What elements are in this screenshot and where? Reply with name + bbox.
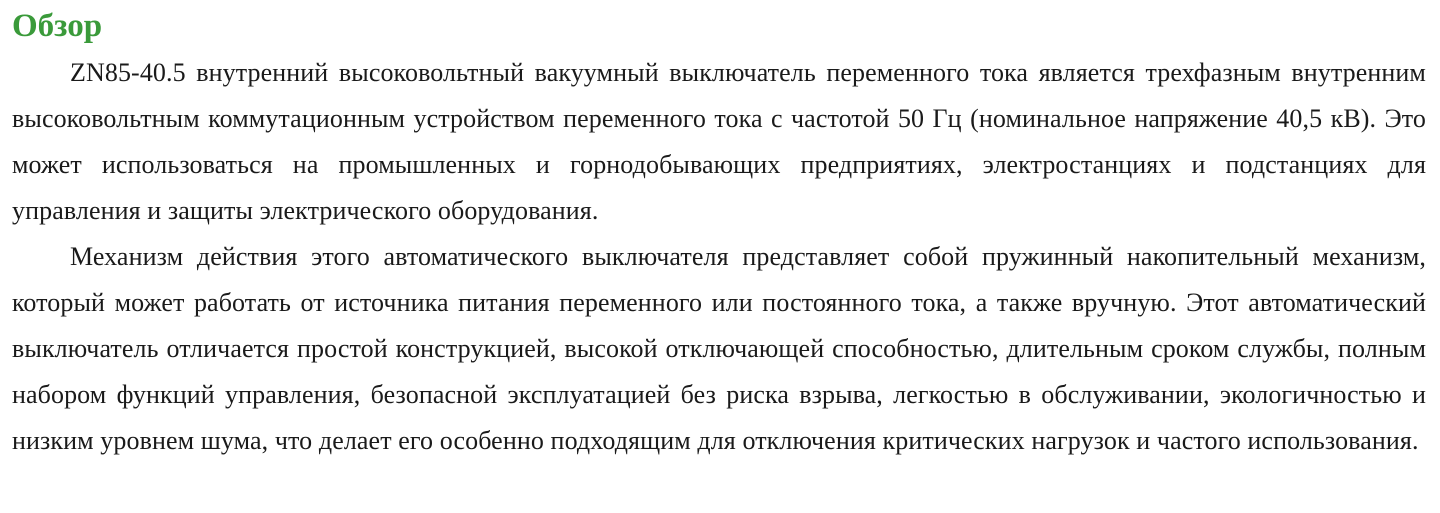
paragraph-overview: ZN85-40.5 внутренний высоковольтный вакуумный выключатель переменного тока является трехфазным внутренним высоковольтным коммутационным устройством переменного тока с частотой 50 Гц (номинальное напряжение 40,5 кВ). Это может использоваться на промышленных и горнодобывающих предприятиях, электростанциях и подстанциях для управления и защиты электрического оборудования. (12, 58, 1426, 225)
section-heading: Обзор (12, 8, 103, 44)
document-body (12, 4, 1426, 464)
paragraph-mechanism: Механизм действия этого автоматического выключателя представляет собой пружинный накопительный механизм, который может работать от источника питания переменного или постоянного тока, а также вручную. Этот автоматический выключатель отличается простой конструкцией, высокой отключающей способностью, длительным сроком службы, полным набором функций управления, безопасной эксплуатацией без риска взрыва, легкостью в обслуживании, экологичностью и низким уровнем шума, что делает его особенно подходящим для отключения критических нагрузок и частого использования. (12, 242, 1426, 455)
